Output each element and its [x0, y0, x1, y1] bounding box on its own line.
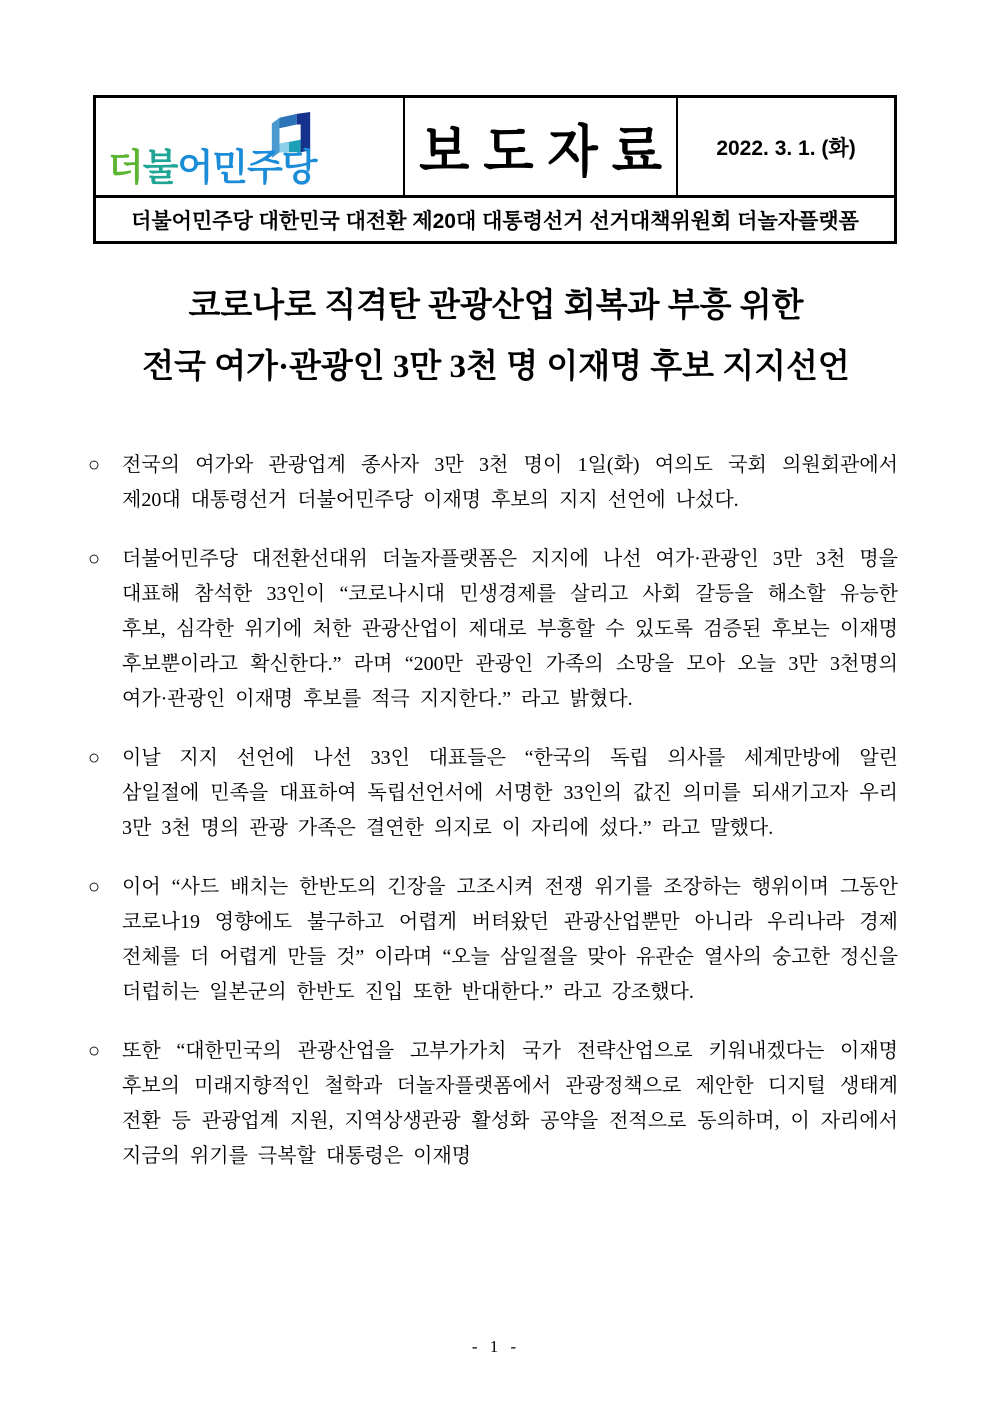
header-subtitle-bar: [96, 195, 894, 241]
list-bullet: ○: [88, 747, 101, 769]
paragraph-text: 더불어민주당 대전환선대위 더놀자플랫폼은 지지에 나선 여가·관광인 3만 3천 명을 대표해 참석한 33인이 “코로나시대 민생경제를 살리고 사회 갈등을 해소할 유능한 후보, 심각한 위기에 처한 관광산업이 제대로 부흥할 수 있도록 검증된 후보는 이재명 후보뿐이라고 확신한다.” 라며 “200만 관광인 가족의 소망을 모아 오늘 3만 3천명의 여가·관광인 이재명 후보를 적극 지지한다.” 라고 밝혔다.: [122, 548, 898, 710]
paragraph: [88, 741, 898, 846]
document-body: [88, 448, 898, 1198]
document-title: [0, 276, 992, 398]
party-name-part: 불: [142, 147, 178, 188]
paragraph: [88, 1034, 898, 1174]
list-bullet: ○: [88, 1040, 101, 1062]
list-bullet: ○: [88, 548, 101, 570]
paragraph-text: 이날 지지 선언에 나선 33인 대표들은 “한국의 독립 의사를 세계만방에 알린 삼일절에 민족을 대표하여 독립선언서에 서명한 33인의 값진 의미를 되새기고자 우리 3만 3천 명의 관광 가족은 결연한 의지로 이 자리에 섰다.” 라고 말했다.: [122, 747, 898, 839]
paragraph: [88, 870, 898, 1010]
paragraph: [88, 448, 898, 518]
press-release-title: 보도자료: [419, 121, 677, 184]
paragraph-text: 이어 “사드 배치는 한반도의 긴장을 고조시켜 전쟁 위기를 조장하는 행위이며 그동안 코로나19 영향에도 불구하고 어렵게 버텨왔던 관광산업뿐만 아니라 우리나라 경제 전체를 더 어렵게 만들 것” 이라며 “오늘 삼일절을 맞아 유관순 열사의 숭고한 정신을 더럽히는 일본군의 한반도 진입 또한 반대한다.” 라고 강조했다.: [122, 876, 898, 1003]
document-title-line2: 전국 여가·관광인 3만 3천 명 이재명 후보 지지선언: [142, 349, 850, 385]
press-release-title-cell: [405, 98, 678, 195]
page-number: - 1 -: [471, 1337, 521, 1356]
party-name-part: 어민주당: [177, 147, 317, 188]
document-title-line1: 코로나로 직격탄 관광산업 회복과 부흥 위한: [188, 288, 804, 324]
paragraph: [88, 542, 898, 717]
header-row-main: [96, 98, 894, 195]
paragraph-text: 전국의 여가와 관광업계 종사자 3만 3천 명이 1일(화) 여의도 국회 의원회관에서 제20대 대통령선거 더불어민주당 이재명 후보의 지지 선언에 나섰다.: [122, 454, 898, 511]
date-cell: [678, 98, 894, 195]
party-logo-cell: [96, 98, 405, 195]
party-name-part: 더: [108, 147, 143, 188]
release-date: 2022. 3. 1. (화): [716, 136, 856, 160]
list-bullet: ○: [88, 454, 101, 476]
list-bullet: ○: [88, 876, 101, 898]
committee-subtitle: 더불어민주당 대한민국 대전환 제20대 대통령선거 선거대책위원회 더놀자플랫폼: [131, 209, 859, 233]
party-logo: [108, 137, 316, 191]
paragraph-text: 또한 “대한민국의 관광산업을 고부가가치 국가 전략산업으로 키워내겠다는 이재명 후보의 미래지향적인 철학과 더놀자플랫폼에서 관광정책으로 제안한 디지털 생태계 전환 등 관광업계 지원, 지역상생관광 활성화 공약을 전적으로 동의하며, 이 자리에서 지금의 위기를 극복할 대통령은 이재명: [122, 1040, 898, 1167]
header-box: [93, 95, 897, 244]
